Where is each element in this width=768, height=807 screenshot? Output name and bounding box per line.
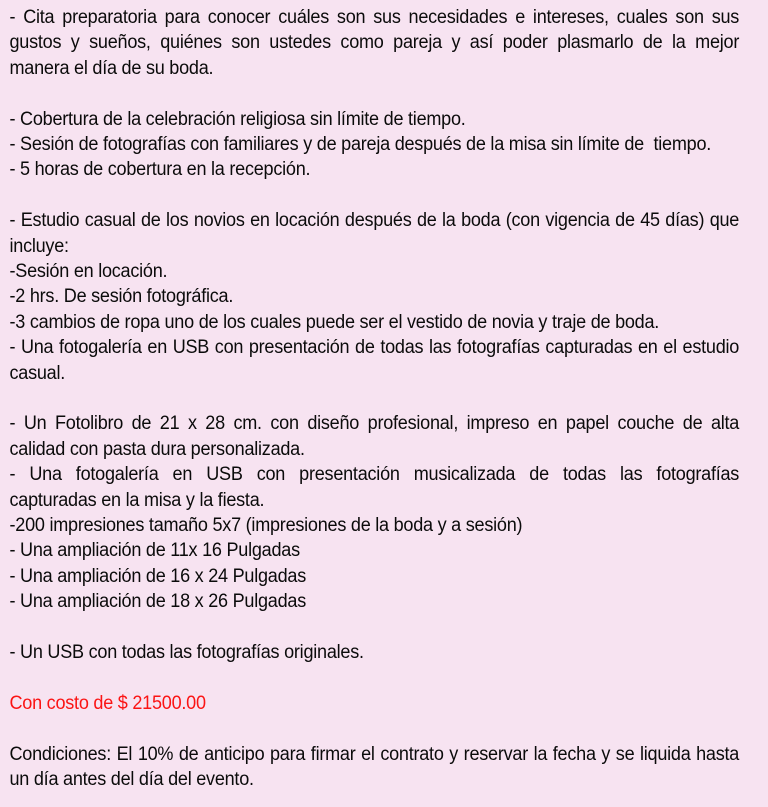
- document-line: - 5 horas de cobertura en la recepción.: [9, 159, 311, 181]
- document-line: Condiciones: El 10% de anticipo para firmar el contrato y reservar la fecha y se liquida hasta: [9, 743, 740, 765]
- document-line: capturadas en la misa y la fiesta.: [9, 489, 265, 511]
- document-line: - Estudio casual de los novios en locación después de la boda (con vigencia de 45 días) que: [9, 210, 740, 232]
- document-line: - Una ampliación de 16 x 24 Pulgadas: [9, 565, 306, 587]
- document-line: - Una fotogalería en USB con presentación de todas las fotografías capturadas en el estudio: [9, 337, 740, 359]
- document-line: -Sesión en locación.: [9, 261, 168, 283]
- document-line: calidad con pasta dura personalizada.: [9, 438, 305, 460]
- blank-line: [10, 183, 740, 208]
- document-line: incluye:: [9, 235, 69, 257]
- price-line: Con costo de $ 21500.00: [9, 692, 206, 714]
- document-line: -200 impresiones tamaño 5x7 (impresiones de la boda y a sesión): [9, 515, 523, 537]
- document-line: - Cobertura de la celebración religiosa sin límite de tiempo.: [9, 108, 466, 130]
- document-line: - Una ampliación de 18 x 26 Pulgadas: [9, 591, 306, 613]
- document-line: - Un USB con todas las fotografías originales.: [9, 642, 364, 664]
- document-line: -3 cambios de ropa uno de los cuales puede ser el vestido de novia y traje de boda.: [9, 311, 660, 333]
- document-line: -2 hrs. De sesión fotográfica.: [9, 286, 234, 308]
- document-line: casual.: [9, 362, 66, 384]
- document-line: - Sesión de fotografías con familiares y de pareja después de la misa sin límite de tiempo.: [9, 134, 712, 156]
- blank-line: [10, 666, 740, 691]
- blank-line: [10, 615, 740, 640]
- document-line: gustos y sueños, quiénes son ustedes como pareja y así poder plasmarlo de la mejor: [9, 32, 740, 54]
- blank-line: [10, 81, 740, 106]
- document-line: - Cita preparatoria para conocer cuáles son sus necesidades e intereses, cuales son sus: [9, 7, 740, 28]
- document-line: - Una fotogalería en USB con presentación musicalizada de todas las fotografías: [9, 464, 740, 486]
- document-line: manera el día de su boda.: [9, 57, 214, 79]
- blank-line: [10, 386, 740, 411]
- document-line: - Una ampliación de 11x 16 Pulgadas: [9, 540, 300, 562]
- document-line: - Un Fotolibro de 21 x 28 cm. con diseño profesional, impreso en papel couche de alta: [9, 413, 740, 435]
- document-line: un día antes del día del evento.: [9, 769, 254, 791]
- blank-line: [10, 716, 740, 741]
